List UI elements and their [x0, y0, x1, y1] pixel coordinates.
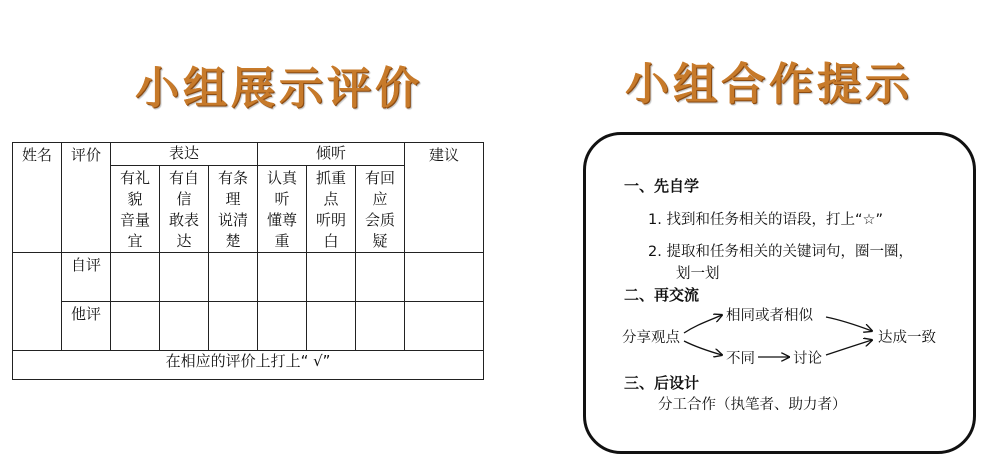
criterion-respond: 有回 应 会质 疑 [356, 166, 405, 253]
table-cell[interactable] [258, 302, 307, 351]
criterion-polite: 有礼 貌 音量 宜 [111, 166, 160, 253]
criterion-attentive: 认真 听 懂尊 重 [258, 166, 307, 253]
header-eval: 评价 [62, 143, 111, 253]
table-cell[interactable] [307, 253, 356, 302]
step-2-text: 2. 提取和任务相关的关键词句，圈一圈， [648, 244, 913, 260]
cooperation-panel [583, 132, 976, 454]
table-cell[interactable] [111, 302, 160, 351]
table-cell[interactable] [258, 253, 307, 302]
table-cell[interactable] [356, 302, 405, 351]
peer-eval-label: 他评 [62, 302, 111, 351]
table-cell[interactable] [209, 253, 258, 302]
flow-same: 相同或者相似 [726, 308, 813, 324]
criterion-confident: 有自 信 敢表 达 [160, 166, 209, 253]
header-express: 表达 [111, 143, 258, 166]
table-cell[interactable] [209, 302, 258, 351]
arrow-discuss-to-agree [826, 340, 872, 355]
table-cell[interactable] [405, 253, 484, 302]
arrow-same-to-agree [826, 317, 872, 331]
header-name: 姓名 [13, 143, 62, 253]
criterion-organized: 有条 理 说清 楚 [209, 166, 258, 253]
name-cell[interactable] [13, 253, 62, 351]
criterion-key-points: 抓重 点 听明 白 [307, 166, 356, 253]
table-cell[interactable] [307, 302, 356, 351]
step-2-text-cont: 划一划 [676, 266, 720, 282]
table-cell[interactable] [160, 302, 209, 351]
arrow-to-different [684, 341, 722, 355]
table-cell[interactable] [111, 253, 160, 302]
section-exchange: 二、再交流 [624, 286, 700, 304]
step-1-text: 1. 找到和任务相关的语段，打上“☆” [648, 212, 883, 228]
flow-agree: 达成一致 [878, 330, 936, 346]
table-cell[interactable] [160, 253, 209, 302]
cooperation-title: 小组合作提示 [625, 48, 913, 112]
table-cell[interactable] [405, 302, 484, 351]
arrow-to-same [684, 315, 722, 333]
header-listen: 倾听 [258, 143, 405, 166]
header-suggest: 建议 [405, 143, 484, 253]
section-design: 三、后设计 [624, 374, 700, 392]
flow-discuss: 讨论 [793, 351, 822, 367]
design-text: 分工合作（执笔者、助力者） [658, 397, 847, 413]
flow-share: 分享观点 [622, 330, 680, 346]
table-cell[interactable] [356, 253, 405, 302]
section-self-study: 一、先自学 [624, 177, 700, 195]
evaluation-table [12, 142, 484, 380]
self-eval-label: 自评 [62, 253, 111, 302]
flow-different: 不同 [726, 351, 755, 367]
evaluation-title: 小组展示评价 [135, 52, 423, 116]
table-note: 在相应的评价上打上“ √” [13, 351, 484, 380]
